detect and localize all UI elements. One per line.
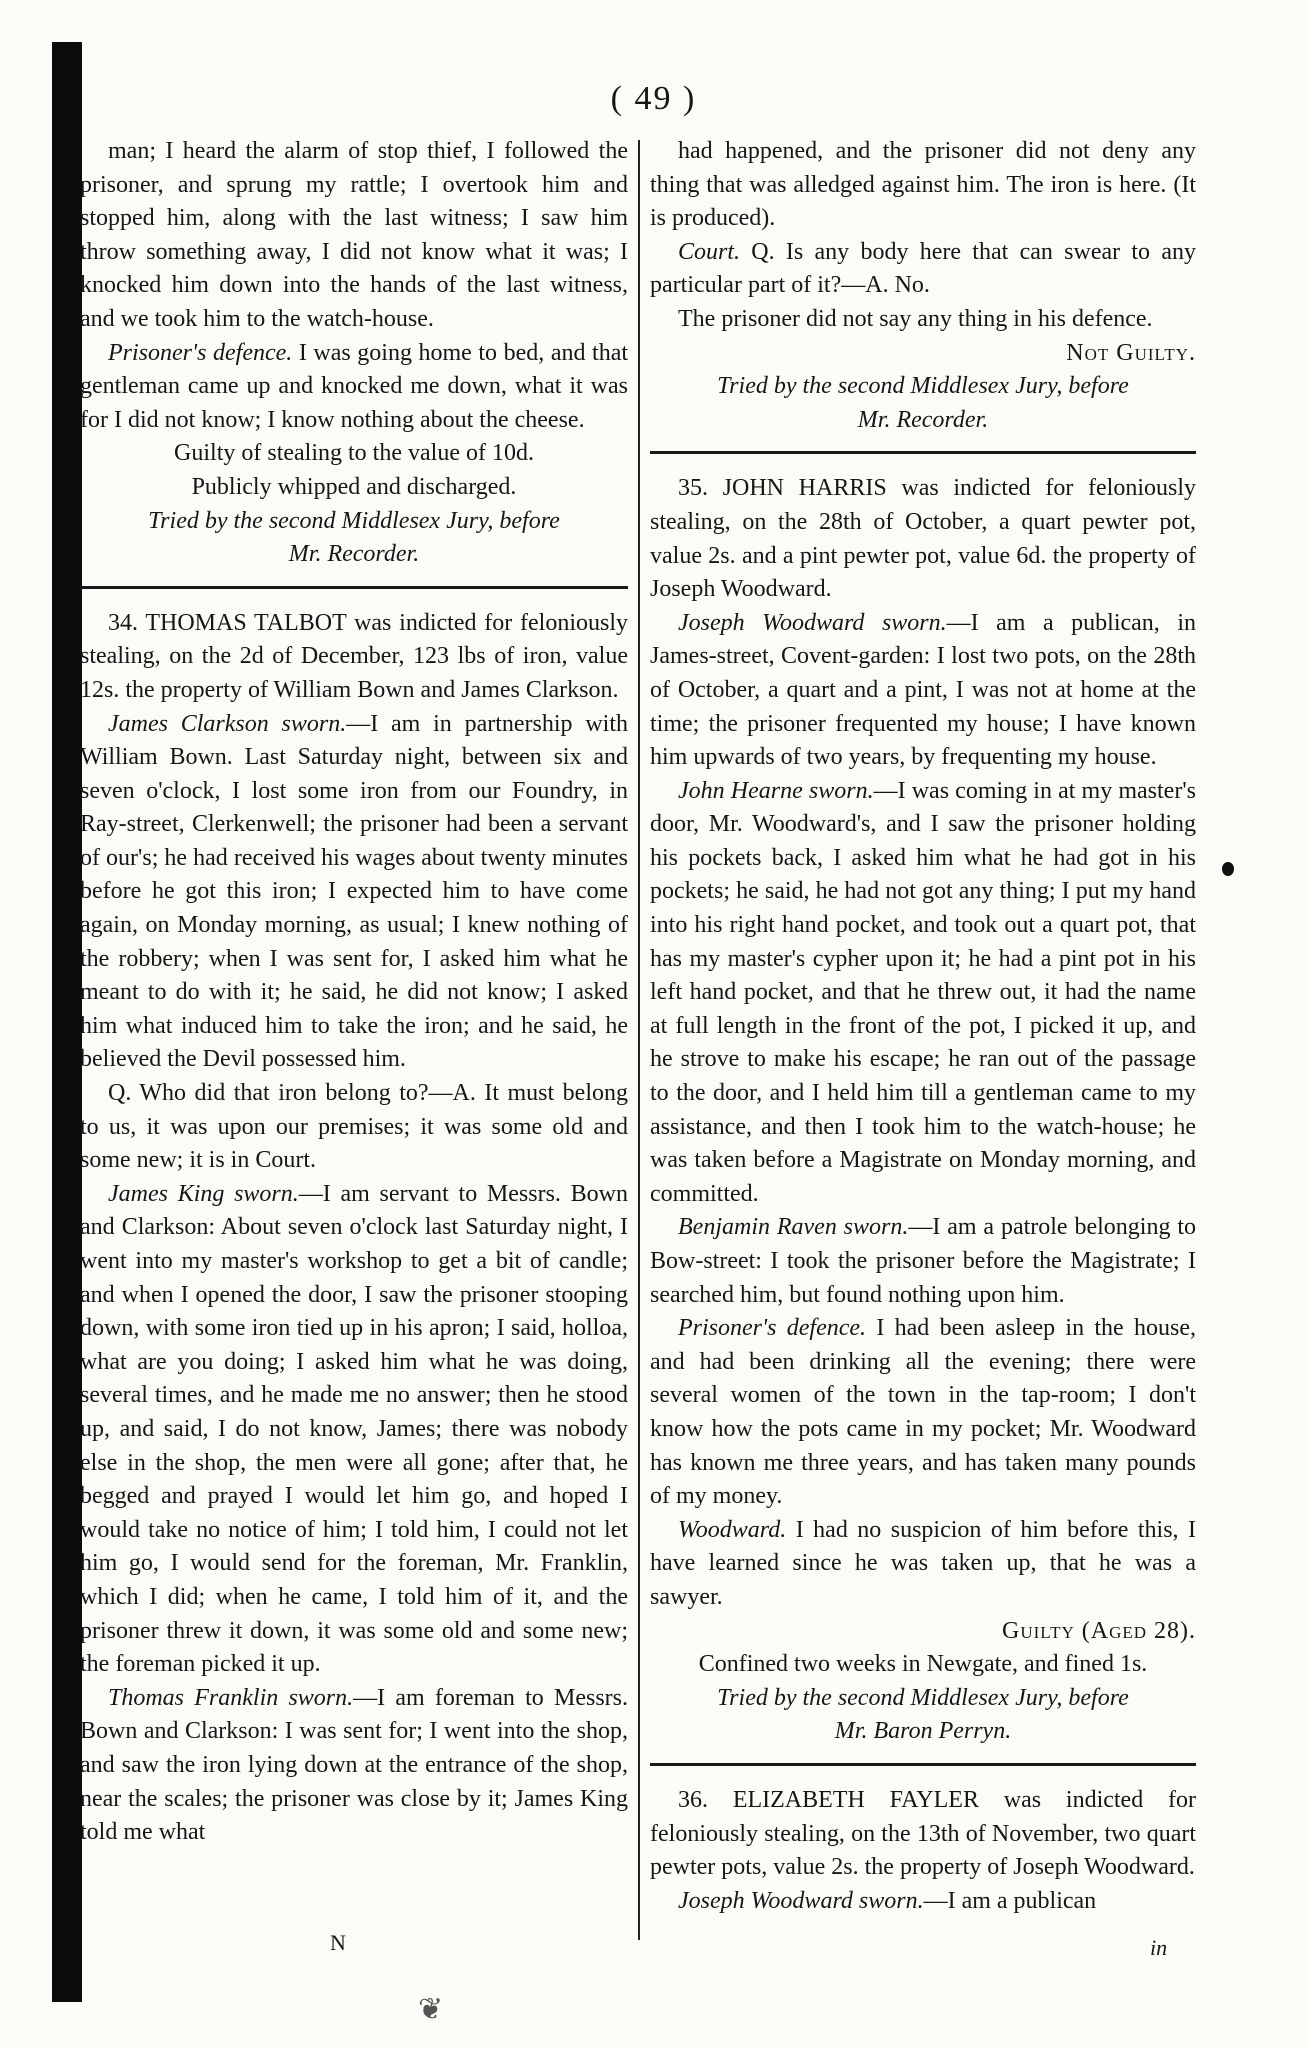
paragraph-text: —I am in partnership with William Bown. Last Saturday night, between six and seven o'clock, I lost some iron from our Foundry, in Ray-street, Clerkenwell; the prisoner had been a servant of our's; he had received his wages about twenty minutes before he got this iron; I expected him to have come again, on Monday morning, as usual; I knew nothing of the robbery; when I was sent for, I asked him what he meant to do with it; he said, he did not know; I asked him what induced him to take the iron; and he said, he believed the Devil possessed him.: [80, 710, 628, 1073]
trial-line: Tried by the second Middlesex Jury, before: [717, 373, 1129, 400]
catchword: in: [1150, 1935, 1168, 1960]
paragraph: [650, 135, 1196, 236]
trial-line: Tried by the second Middlesex Jury, before: [717, 1684, 1129, 1711]
paragraph: [650, 1211, 1196, 1312]
paragraph-text: 35. JOHN HARRIS was indicted for feloniously stealing, on the 28th of October, a quart pewter pot, value 2s. and a pint pewter pot, value 6d. the property of Joseph Woodward.: [650, 475, 1196, 603]
paragraph: [80, 708, 628, 1078]
page-number: ( 49 ): [610, 80, 697, 117]
paragraph-text: —I am a publican: [923, 1887, 1097, 1914]
section-rule: [80, 586, 628, 589]
paragraph-text: —I am servant to Messrs. Bown and Clarkson: About seven o'clock last Saturday night, I went into my master's workshop to get a bit of candle; and when I opened the door, I saw the prisoner stooping down, with some iron tied up in his apron; I said, holloa, what are you doing; I asked him what he was doing, several times, and he made me no answer; then he stood up, and said, I do not know, James; there was nobody else in the shop, the men were all gone; after that, he begged and prayed I would let him go, and hoped I would take no notice of him; I told him, I could not let him go, I would send for the foreman, Mr. Franklin, which I did; when he came, I told him of it, and the prisoner threw it down, it was some old and some new; the foreman picked it up.: [80, 1180, 628, 1678]
paragraph-text: 36. ELIZABETH FAYLER was indicted for feloniously stealing, on the 13th of November, two quart pewter pots, value 2s. the property of Joseph Woodward.: [650, 1786, 1196, 1881]
paragraph-text: I had been asleep in the house, and had been drinking all the evening; there were several women of the town in the tap-room; I don't know how the pots came in my pocket; Mr. Woodward has known me three years, and has taken many pounds of my money.: [650, 1315, 1196, 1510]
speaker-lead: Thomas Franklin sworn.: [108, 1684, 354, 1711]
ornament-icon: ❦: [418, 1993, 444, 2026]
speaker-lead: Court.: [678, 238, 741, 265]
paragraph: [650, 472, 1196, 606]
verdict-line: Confined two weeks in Newgate, and fined 1s.: [698, 1651, 1148, 1678]
trial-line: Mr. Baron Perryn.: [834, 1718, 1012, 1745]
paragraph-text: —I am foreman to Messrs. Bown and Clarkson: I was sent for; I went into the shop, and saw the iron lying down at the entrance of the shop, near the scales; the prisoner was close by it; James King told me what: [80, 1684, 628, 1846]
paragraph: [650, 1514, 1196, 1615]
column-divider: [638, 140, 640, 1940]
paragraph-text: —I am a publican, in James-street, Covent-garden: I lost two pots, on the 28th of October, a quart and a pint, I was not at home at the time; the prisoner frequented my house; I have known him upwards of two years, by frequenting my house.: [650, 609, 1196, 771]
verdict: Guilty (Aged 28).: [1001, 1617, 1196, 1644]
paragraph-text: The prisoner did not say any thing in his defence.: [678, 305, 1153, 332]
speaker-lead: Joseph Woodward sworn.: [678, 609, 947, 636]
trial-line: Mr. Recorder.: [857, 406, 989, 433]
paragraph-text: 34. THOMAS TALBOT was indicted for feloniously stealing, on the 2d of December, 123 lbs of iron, value 12s. the property of William Bown and James Clarkson.: [80, 609, 628, 703]
speaker-lead: James King sworn.: [108, 1180, 299, 1207]
paragraph: [80, 135, 628, 337]
trial-line: Mr. Recorder.: [288, 541, 420, 568]
speaker-lead: John Hearne sworn.: [678, 777, 874, 804]
speaker-lead: Joseph Woodward sworn.: [678, 1887, 924, 1914]
paragraph: [650, 303, 1196, 337]
paragraph-text: —I am a patrole belonging to Bow-street: I took the prisoner before the Magistrate; I searched him, but found nothing upon him.: [650, 1214, 1196, 1308]
paragraph-text: had happened, and the prisoner did not deny any thing that was alledged against him. The iron is here. (It is produced).: [650, 138, 1196, 232]
speaker-lead: Benjamin Raven sworn.: [678, 1214, 909, 1241]
speaker-lead: James Clarkson sworn.: [108, 710, 347, 737]
paragraph-text: Q. Who did that iron belong to?—A. It must belong to us, it was upon our premises; it was some old and some new; it is in Court.: [80, 1080, 628, 1174]
paragraph-text: Q. Is any body here that can swear to any particular part of it?—A. No.: [650, 238, 1196, 299]
page-binding-edge: [52, 42, 82, 2002]
ink-blot-icon: [1222, 862, 1234, 876]
section-rule: [650, 451, 1196, 454]
verdict-line: Publicly whipped and discharged.: [191, 473, 517, 500]
paragraph: [650, 236, 1196, 303]
speaker-lead: Prisoner's defence.: [108, 339, 293, 366]
right-column: [650, 135, 1196, 1918]
paragraph: [80, 1178, 628, 1682]
verdict: Not Guilty.: [1066, 339, 1196, 366]
paragraph-text: —I was coming in at my master's door, Mr. Woodward's, and I saw the prisoner holding his pockets back, I asked him what he had got in his pockets; he said, he had not got any thing; I put my hand into his right hand pocket, and took out a quart pot, that has my master's cypher upon it; he had a pint pot in his left hand pocket, and that he threw out, it had the name at full length in the front of the pot, I picked it up, and he strove to make his escape; he ran out of the passage to the door, and I held him till a gentleman came to my assistance, and then I took him to the watch-house; he was taken before a Magistrate on Monday morning, and committed.: [650, 777, 1196, 1207]
speaker-lead: Woodward.: [678, 1516, 787, 1543]
paragraph: [650, 1312, 1196, 1514]
paragraph: [80, 337, 628, 438]
paragraph: [650, 1885, 1196, 1919]
paragraph: [650, 1784, 1196, 1885]
paragraph: [80, 607, 628, 708]
speaker-lead: Prisoner's defence.: [678, 1315, 867, 1342]
paragraph-text: I had no suspicion of him before this, I have learned since he was taken up, that he was a sawyer.: [650, 1516, 1196, 1610]
paragraph-text: man; I heard the alarm of stop thief, I followed the prisoner, and sprung my rattle; I overtook him and stopped him, along with the last witness; I saw him throw something away, I did not know what it was; I knocked him down into the hands of the last witness, and we took him to the watch-house.: [80, 138, 628, 332]
paragraph: [650, 775, 1196, 1212]
paragraph: [80, 1077, 628, 1178]
section-rule: [650, 1763, 1196, 1766]
paragraph: [650, 607, 1196, 775]
verdict-line: Guilty of stealing to the value of 10d.: [174, 440, 534, 467]
left-column: [80, 135, 628, 1850]
paragraph: [80, 1682, 628, 1850]
trial-line: Tried by the second Middlesex Jury, before: [148, 507, 560, 534]
signature-mark: N: [330, 1930, 346, 1955]
paragraph-text: I was going home to bed, and that gentleman came up and knocked me down, what it was for I did not know; I know nothing about the cheese.: [80, 339, 629, 433]
